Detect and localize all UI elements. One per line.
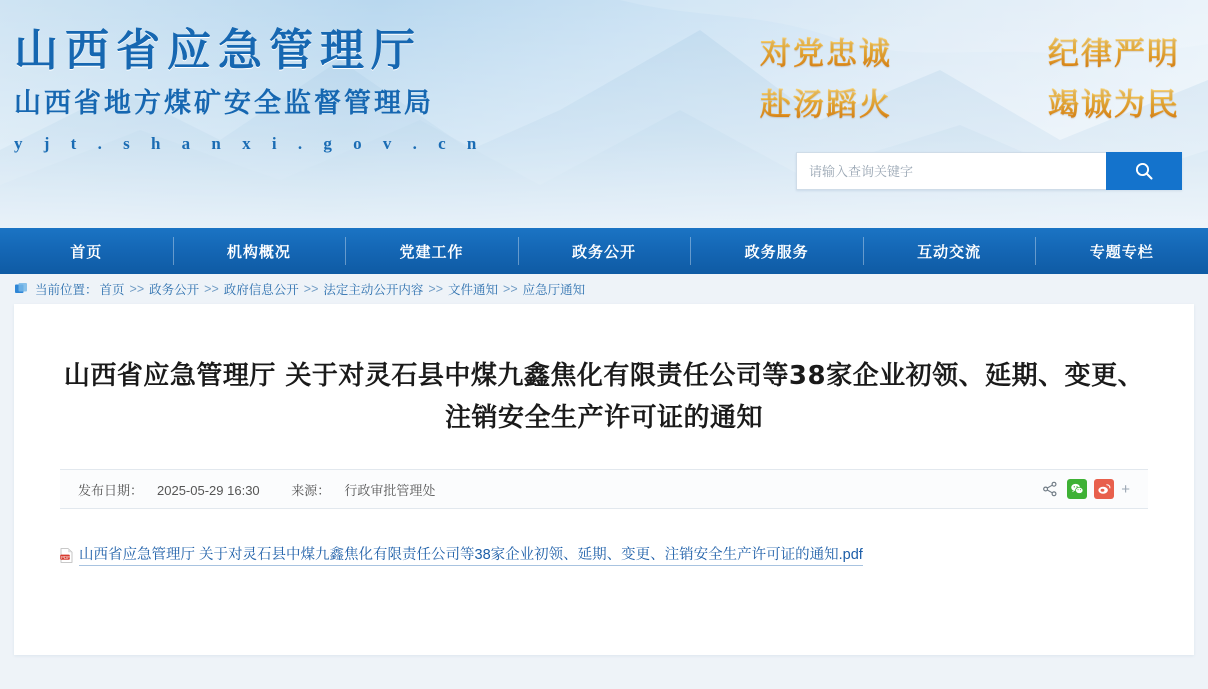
share-nodes-icon [1042, 481, 1058, 497]
breadcrumb-sep-3: >> [303, 282, 319, 296]
org-name-sub: 山西省地方煤矿安全监督管理局 [14, 88, 434, 119]
nav-item-government-services[interactable]: 政务服务 [690, 228, 863, 274]
nav-item-government-disclosure[interactable]: 政务公开 [518, 228, 691, 274]
breadcrumb-item-2[interactable]: 政务公开 [149, 283, 200, 297]
breadcrumb-sep-1: >> [129, 282, 145, 296]
slogan-2: 纪律严明 [1048, 28, 1180, 73]
search-input[interactable] [796, 152, 1106, 190]
publish-date-label: 发布日期： [78, 482, 144, 498]
nav-item-overview[interactable]: 机构概况 [173, 228, 346, 274]
weibo-icon[interactable] [1094, 479, 1114, 499]
share-bar [1040, 479, 1130, 499]
site-logo[interactable] [14, 26, 485, 158]
search-icon [1134, 161, 1154, 181]
breadcrumb-sep-2: >> [204, 282, 219, 296]
slogan-block [760, 28, 1180, 130]
publish-date-field [78, 483, 274, 498]
breadcrumb-item-5[interactable]: 文件通知 [448, 283, 499, 297]
svg-text:PDF: PDF [61, 555, 70, 561]
nav-item-interaction[interactable]: 互动交流 [863, 228, 1036, 274]
slogan-4: 竭诚为民 [1048, 79, 1180, 124]
weibo-glyph-icon [1097, 482, 1111, 496]
nav-item-home[interactable]: 首页 [70, 243, 103, 261]
article-meta-bar [60, 469, 1148, 509]
pdf-file-icon [60, 548, 73, 563]
wechat-glyph-icon [1070, 482, 1084, 496]
main-navigation [0, 228, 1208, 274]
article-meta [78, 480, 463, 499]
article [14, 304, 1194, 566]
nav-item-special-columns[interactable]: 专题专栏 [1035, 228, 1208, 274]
share-network-icon[interactable] [1040, 479, 1060, 499]
search-button[interactable] [1106, 152, 1182, 190]
content-card [14, 304, 1194, 655]
breadcrumb-item-4[interactable]: 法定主动公开内容 [323, 283, 424, 297]
share-more-button[interactable]: + [1121, 480, 1130, 498]
breadcrumb-sep-5: >> [503, 282, 518, 296]
breadcrumb-item-6[interactable]: 应急厅通知 [522, 283, 586, 297]
org-name-main: 山西省应急管理厅 [14, 25, 422, 76]
site-search [796, 152, 1182, 190]
source-label: 来源： [291, 482, 331, 498]
source-field [291, 483, 449, 498]
breadcrumb-item-3[interactable]: 政府信息公开 [223, 283, 299, 297]
attachment-row [60, 545, 1148, 566]
breadcrumb-item-1[interactable]: 首页 [99, 283, 125, 297]
slogan-1: 对党忠诚 [760, 28, 892, 73]
site-domain: y j t . s h a n x i . g o v . c n [14, 134, 485, 153]
slogan-3: 赴汤蹈火 [760, 79, 892, 124]
wechat-icon[interactable] [1067, 479, 1087, 499]
location-marker-icon [14, 282, 28, 296]
breadcrumb-label: 当前位置： [35, 283, 98, 297]
source-value: 行政审批管理处 [344, 482, 436, 498]
breadcrumb-sep-4: >> [428, 282, 444, 296]
nav-item-party-work[interactable]: 党建工作 [345, 228, 518, 274]
site-header [0, 0, 1208, 228]
page-title: 山西省应急管理厅 关于对灵石县中煤九鑫焦化有限责任公司等38家企业初领、延期、变更、注销安全生产许可证的通知 [63, 361, 1145, 434]
breadcrumb [0, 274, 1208, 304]
publish-date-value: 2025-05-29 16:30 [157, 482, 260, 498]
attachment-link[interactable]: 山西省应急管理厅 关于对灵石县中煤九鑫焦化有限责任公司等38家企业初领、延期、变更、注销安全生产许可证的通知.pdf [79, 545, 863, 566]
